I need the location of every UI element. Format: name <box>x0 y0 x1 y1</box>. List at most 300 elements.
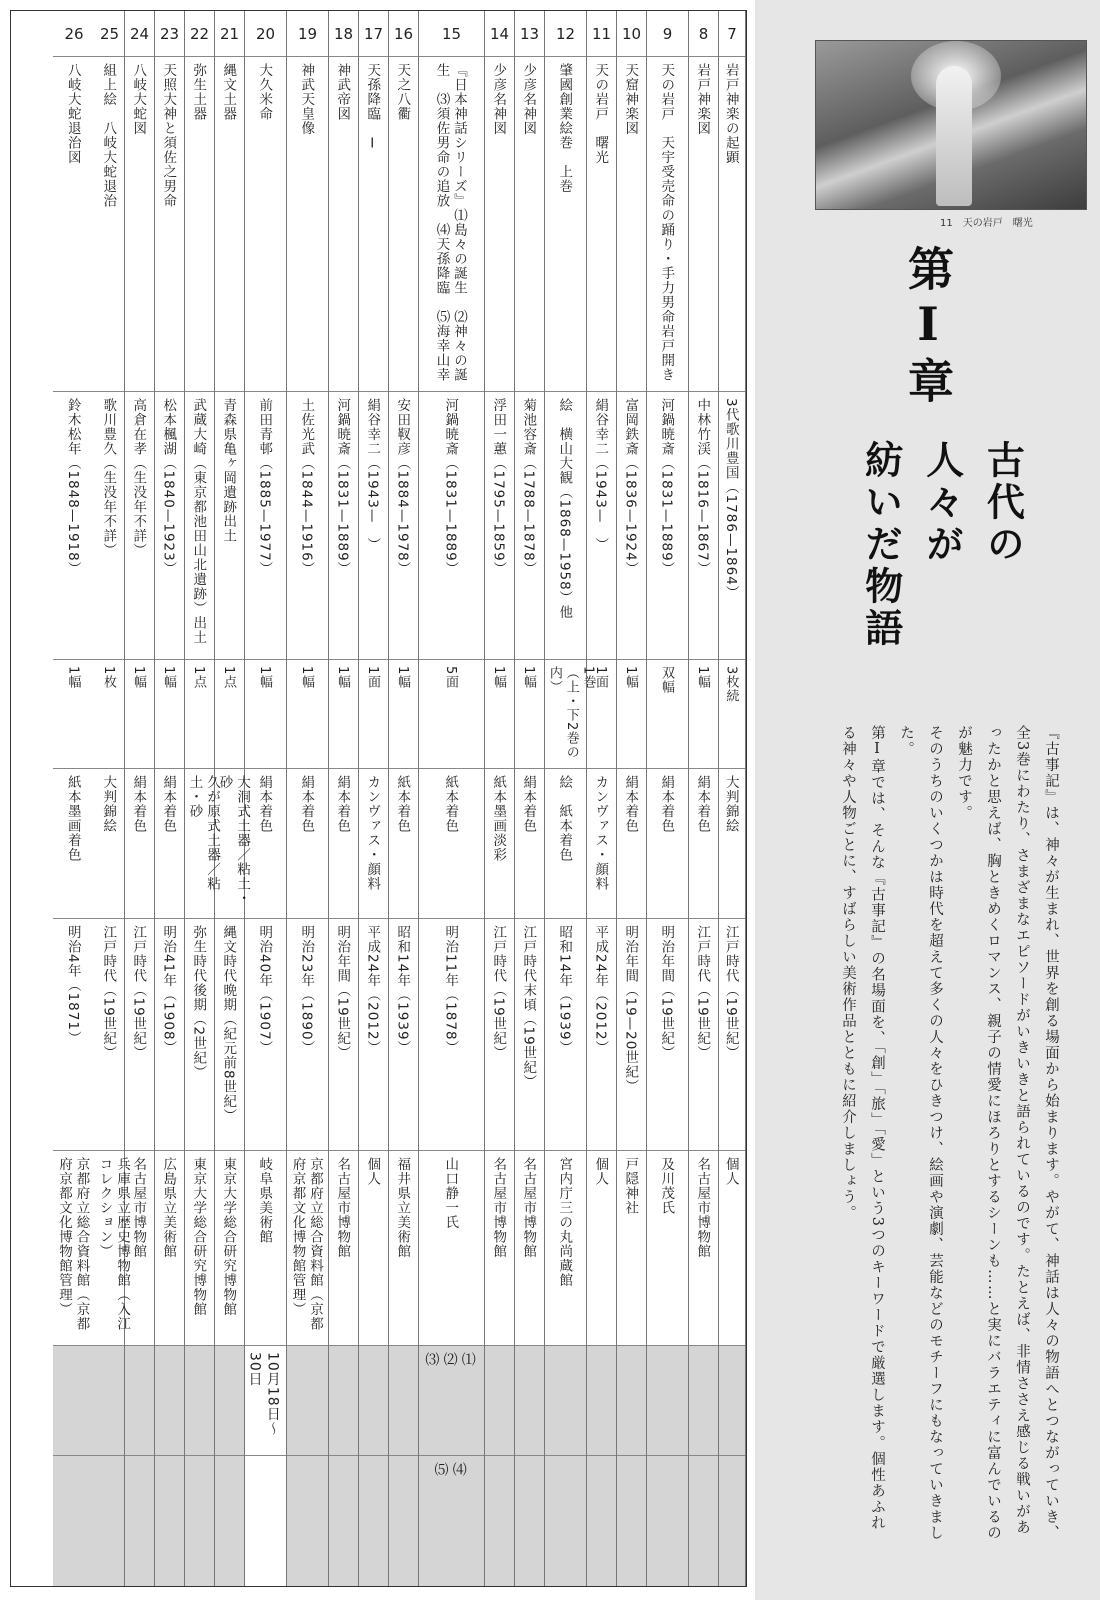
entry-title: 岩戸神楽の起顕 <box>722 63 739 165</box>
entry-p1 <box>228 1346 232 1352</box>
entry-title-cell <box>215 57 244 392</box>
entry-tech-cell <box>359 769 388 919</box>
entry-title-cell <box>329 57 358 392</box>
entry-no-cell: 23 <box>155 11 184 57</box>
entry-date-cell <box>719 919 745 1151</box>
entry-title-cell <box>125 57 154 392</box>
entry-artist-cell <box>485 392 514 660</box>
entry-tech-cell <box>287 769 328 919</box>
entry-title-cell <box>647 57 688 392</box>
entry-title: 少彦名神図 <box>490 63 507 136</box>
entry-owner-cell <box>719 1151 745 1346</box>
entry-owner-cell <box>545 1151 586 1346</box>
entry-qty: 1幅 <box>520 666 536 690</box>
entry-tech: 絹本着色 <box>520 775 537 833</box>
entry-title-cell <box>617 57 646 392</box>
entry-qty-cell <box>95 660 124 769</box>
entry-date: 江戸時代末頃（19世紀） <box>520 925 537 1090</box>
entry-title: 『日本神話シリーズ』⑴島々の誕生 ⑵神々の誕生 ⑶須佐男命の追放 ⑷天孫降臨 ⑸海幸山幸 <box>433 63 468 382</box>
entry-p1-cell <box>215 1346 244 1456</box>
entry-qty: 1幅 <box>394 666 410 690</box>
entry-artist: 河鍋暁斎（1831—1889） <box>658 398 675 577</box>
entry-qty-cell <box>689 660 718 769</box>
entry-p2-cell <box>359 1456 388 1586</box>
entry-date-cell <box>647 919 688 1151</box>
entry-artist-cell <box>545 392 586 660</box>
entry-owner: 名古屋市博物館 <box>490 1157 507 1259</box>
entry-artist: 絹谷幸二（1943— ） <box>592 398 609 553</box>
catalog-entry <box>155 11 185 1586</box>
entry-title-cell <box>689 57 718 392</box>
entry-date: 江戸時代（19世紀） <box>130 925 147 1061</box>
entry-artist-cell <box>389 392 418 660</box>
entry-title: 天の岩戸 曙光 <box>592 63 609 165</box>
entry-p2 <box>108 1456 112 1462</box>
entry-tech: 大洞式土器／粘土・砂 <box>216 775 251 906</box>
entry-p1-cell <box>125 1346 154 1456</box>
catalog-entry <box>95 11 131 1586</box>
entry-p2-cell <box>719 1456 745 1586</box>
entry-title: 八岐大蛇図 <box>130 63 147 136</box>
entry-tech: 絹本着色 <box>160 775 177 833</box>
entry-tech-cell <box>389 769 418 919</box>
entry-p2-cell <box>215 1456 244 1586</box>
entry-artist: 高倉在孝（生没年不詳） <box>130 398 147 558</box>
entry-title-cell <box>185 57 214 392</box>
entry-p1: ⑴ ⑵ ⑶ <box>423 1352 476 1367</box>
entry-p1 <box>498 1346 502 1352</box>
entry-p2-cell <box>515 1456 544 1586</box>
entry-artist-cell <box>617 392 646 660</box>
entry-no-cell: 20 <box>245 11 286 57</box>
entry-date: 明治年間（19世紀） <box>658 925 675 1061</box>
entry-no-cell: 17 <box>359 11 388 57</box>
entry-qty: 1幅 <box>298 666 314 690</box>
entry-owner: 個人 <box>364 1157 381 1186</box>
entry-p2-cell <box>545 1456 586 1586</box>
chapter-subtitle: 古代の 人々が 紡いだ物語 <box>858 440 1026 650</box>
entry-artist-cell <box>419 392 484 660</box>
entry-no-cell: 13 <box>515 11 544 57</box>
entry-owner: 名古屋市博物館 <box>334 1157 351 1259</box>
entry-qty-cell <box>647 660 688 769</box>
entry-artist-cell <box>245 392 286 660</box>
catalog-entry <box>125 11 155 1586</box>
entry-p2-cell <box>617 1456 646 1586</box>
entry-artist: 鈴木松年（1848—1918） <box>64 398 81 577</box>
entry-title-cell <box>719 57 745 392</box>
entry-artist: 松本楓湖（1840—1923） <box>160 398 177 577</box>
entry-artist: 安田靫彦（1884—1978） <box>394 398 411 577</box>
entry-p2 <box>198 1456 202 1462</box>
entry-p2 <box>402 1456 406 1462</box>
catalog-entry <box>617 11 647 1586</box>
entry-qty: 1面 <box>592 666 608 690</box>
entry-no-cell: 7 <box>719 11 745 57</box>
entry-p2 <box>666 1456 670 1462</box>
entry-artist: 武蔵大崎（東京都池田山北遺跡）出土 <box>190 398 207 645</box>
entry-date-cell <box>545 919 586 1151</box>
entry-title-cell <box>287 57 328 392</box>
entry-p2-cell <box>689 1456 718 1586</box>
entry-title: 岩戸神楽図 <box>694 63 711 136</box>
entry-date: 江戸時代（19世紀） <box>490 925 507 1061</box>
entry-qty-cell <box>287 660 328 769</box>
entry-qty: 1面 <box>364 666 380 690</box>
entry-p2-cell <box>485 1456 514 1586</box>
entry-no-cell: 24 <box>125 11 154 57</box>
entry-date: 明治40年（1907） <box>256 925 273 1056</box>
entry-no-cell: 18 <box>329 11 358 57</box>
entry-date: 弥生時代後期（2世紀） <box>190 925 207 1080</box>
entry-title-cell <box>545 57 586 392</box>
entry-date-cell <box>587 919 616 1151</box>
entry-p1-cell <box>245 1346 286 1456</box>
entry-p2-cell <box>185 1456 214 1586</box>
entry-owner-cell <box>155 1151 184 1346</box>
entry-owner: 及川茂氏 <box>658 1157 675 1215</box>
entry-owner: 名古屋市博物館 <box>520 1157 537 1259</box>
entry-no-cell: 16 <box>389 11 418 57</box>
entry-p2 <box>168 1456 172 1462</box>
entry-date: 明治41年（1908） <box>160 925 177 1056</box>
entry-owner: 東京大学総合研究博物館 <box>220 1157 237 1317</box>
entry-tech: 絹本着色 <box>256 775 273 833</box>
entry-artist-cell <box>125 392 154 660</box>
entry-qty: 1点 <box>220 666 236 690</box>
entry-no-cell: 15 <box>419 11 484 57</box>
entry-owner: 福井県立美術館 <box>394 1157 411 1259</box>
entry-p1-cell <box>95 1346 124 1456</box>
entry-date: 江戸時代（19世紀） <box>100 925 117 1061</box>
entry-p2-cell <box>389 1456 418 1586</box>
catalog-entry <box>719 11 746 1586</box>
entry-title-cell <box>359 57 388 392</box>
entry-no-cell: 8 <box>689 11 718 57</box>
entry-p2-cell <box>155 1456 184 1586</box>
entry-qty-cell <box>389 660 418 769</box>
entry-date-cell <box>329 919 358 1151</box>
entry-owner: 兵庫県立歴史博物館（入江コレクション） <box>96 1157 131 1331</box>
entry-no-cell: 25 <box>95 11 124 57</box>
catalog-entry <box>545 11 596 1586</box>
catalog-entry <box>287 11 329 1586</box>
entry-artist: 3代歌川豊国（1786—1864） <box>722 398 739 601</box>
entry-p2 <box>564 1456 568 1462</box>
entry-owner: 個人 <box>592 1157 609 1186</box>
catalog-entry <box>647 11 689 1586</box>
entry-artist: 河鍋暁斎（1831—1889） <box>442 398 459 577</box>
entry-qty-cell <box>617 660 646 769</box>
entry-qty: 1幅 <box>256 666 272 690</box>
entry-qty: 1幅 <box>65 666 81 690</box>
entry-title: 縄文土器 <box>220 63 237 121</box>
entry-date: 縄文時代晩期（紀元前8世紀） <box>220 925 237 1124</box>
entry-p1 <box>372 1346 376 1352</box>
entry-title: 天孫降臨 Ⅰ <box>364 63 381 153</box>
entry-owner-cell <box>329 1151 358 1346</box>
entry-title: 組上絵 八岐大蛇退治 <box>100 63 117 208</box>
entry-tech-cell <box>95 769 124 919</box>
entry-artist-cell <box>95 392 124 660</box>
entry-artist-cell <box>53 392 95 660</box>
entry-p1-cell <box>185 1346 214 1456</box>
entry-qty: 双幅 <box>658 666 674 694</box>
entry-tech: 絹本着色 <box>658 775 675 833</box>
entry-p1-cell <box>617 1346 646 1456</box>
entry-artist-cell <box>155 392 184 660</box>
entry-date-cell <box>359 919 388 1151</box>
entry-artist: 浮田一蕙（1795—1859） <box>490 398 507 577</box>
entry-no-cell: 19 <box>287 11 328 57</box>
entry-date: 昭和14年（1939） <box>556 925 573 1056</box>
entry-p1-cell <box>689 1346 718 1456</box>
entry-tech: 紙本墨画着色 <box>64 775 81 862</box>
entry-artist-cell <box>329 392 358 660</box>
entry-qty: 1点 <box>190 666 206 690</box>
entry-owner: 戸隠神社 <box>622 1157 639 1215</box>
entry-p1-cell <box>359 1346 388 1456</box>
entry-no-cell: 11 <box>587 11 616 57</box>
entry-title: 天照大神と須佐之男命 <box>160 63 177 208</box>
entry-owner-cell <box>359 1151 388 1346</box>
entry-title: 少彦名神図 <box>520 63 537 136</box>
entry-qty-cell <box>485 660 514 769</box>
entry-title-cell <box>389 57 418 392</box>
entry-tech: カンヴァス・顔料 <box>364 775 381 891</box>
entry-artist: 絹谷幸二（1943— ） <box>364 398 381 553</box>
entry-date-cell <box>287 919 328 1151</box>
entry-p1-cell <box>515 1346 544 1456</box>
entry-p2 <box>138 1456 142 1462</box>
entry-tech-cell <box>185 769 221 919</box>
entry-title-cell <box>515 57 544 392</box>
entry-title-cell <box>485 57 514 392</box>
entry-p2 <box>730 1456 734 1462</box>
entry-artist: 前田青邨（1885—1977） <box>256 398 273 577</box>
entry-qty: 1幅 <box>694 666 710 690</box>
entry-title-cell <box>419 57 484 392</box>
entry-p1 <box>198 1346 202 1352</box>
entry-no-cell: 14 <box>485 11 514 57</box>
entry-artist: 絵 横山大観（1868—1958）他 <box>556 398 573 620</box>
entry-p1-cell <box>155 1346 184 1456</box>
entry-qty-cell <box>545 660 596 769</box>
entry-p1 <box>702 1346 706 1352</box>
entry-owner-cell <box>515 1151 544 1346</box>
entry-p1 <box>564 1346 568 1352</box>
catalog-entry <box>515 11 545 1586</box>
entry-title-cell <box>53 57 95 392</box>
entry-date: 平成24年（2012） <box>592 925 609 1056</box>
catalog-entry <box>53 11 95 1586</box>
entry-title-cell <box>95 57 124 392</box>
entry-qty-cell <box>125 660 154 769</box>
entry-artist: 土佐光武（1844—1916） <box>298 398 315 577</box>
entry-p2 <box>264 1456 268 1462</box>
entry-qty-cell <box>245 660 286 769</box>
entry-date: 明治年間（19—20世紀） <box>622 925 639 1094</box>
entry-p2-cell <box>419 1456 484 1586</box>
entry-owner: 名古屋市博物館 <box>130 1157 147 1259</box>
entry-date-cell <box>53 919 95 1151</box>
entry-p1-cell <box>53 1346 95 1456</box>
entry-no-cell: 22 <box>185 11 214 57</box>
entry-date: 昭和14年（1939） <box>394 925 411 1056</box>
entry-title: 弥生土器 <box>190 63 207 121</box>
entry-date-cell <box>515 919 544 1151</box>
entry-owner-cell <box>617 1151 646 1346</box>
catalog-entry <box>359 11 389 1586</box>
entry-owner: 京都府立総合資料館（京都府京都文化博物館管理） <box>289 1157 324 1331</box>
entry-p2-cell <box>587 1456 616 1586</box>
entry-tech: 絵 紙本着色 <box>556 775 573 862</box>
entry-date-cell <box>419 919 484 1151</box>
entry-tech-cell <box>689 769 718 919</box>
entry-p1-cell <box>485 1346 514 1456</box>
entry-owner-cell <box>587 1151 616 1346</box>
entry-p2 <box>630 1456 634 1462</box>
entry-p1 <box>138 1346 142 1352</box>
entry-qty: 5面 <box>442 666 458 690</box>
entry-tech-cell <box>485 769 514 919</box>
entry-tech: 久が原式土器／粘土・砂 <box>186 775 221 891</box>
entry-owner: 個人 <box>722 1157 739 1186</box>
entry-p1 <box>168 1346 172 1352</box>
entry-qty-cell <box>53 660 95 769</box>
entry-p2-cell <box>125 1456 154 1586</box>
entry-tech-cell <box>587 769 616 919</box>
entry-no-cell: 26 <box>53 11 95 57</box>
entry-date: 明治年間（19世紀） <box>334 925 351 1061</box>
entry-p1 <box>72 1346 76 1352</box>
entry-qty: 1巻 （上・下2巻の内） <box>546 666 596 760</box>
entry-p2 <box>528 1456 532 1462</box>
entry-p1-cell <box>419 1346 484 1456</box>
entry-no-cell: 12 <box>545 11 586 57</box>
entry-tech-cell <box>719 769 745 919</box>
entry-date-cell <box>485 919 514 1151</box>
entry-tech: 絹本着色 <box>622 775 639 833</box>
entry-p2 <box>372 1456 376 1462</box>
entry-artist-cell <box>359 392 388 660</box>
entry-p2-cell <box>95 1456 124 1586</box>
catalog-entry <box>389 11 419 1586</box>
entry-date-cell <box>617 919 646 1151</box>
entry-date-cell <box>125 919 154 1151</box>
catalog-entry <box>485 11 515 1586</box>
entry-artist: 河鍋暁斎（1831—1889） <box>334 398 351 577</box>
entry-date-cell <box>185 919 214 1151</box>
entry-title: 天窟神楽図 <box>622 63 639 136</box>
entry-owner: 名古屋市博物館 <box>694 1157 711 1259</box>
entry-title: 大久米命 <box>256 63 273 121</box>
entry-owner: 広島県立美術館 <box>160 1157 177 1259</box>
entry-p2 <box>228 1456 232 1462</box>
entry-tech-cell <box>53 769 95 919</box>
entry-date-cell <box>389 919 418 1151</box>
catalog-entry <box>185 11 221 1586</box>
entry-owner-cell <box>53 1151 95 1346</box>
entry-p2-cell <box>647 1456 688 1586</box>
entry-owner: 山口静一氏 <box>442 1157 459 1230</box>
entry-p1 <box>600 1346 604 1352</box>
entry-date: 明治11年（1878） <box>442 925 459 1056</box>
entry-tech-cell <box>617 769 646 919</box>
entry-owner: 宮内庁三の丸尚蔵館 <box>556 1157 573 1288</box>
entry-tech: カンヴァス・顔料 <box>592 775 609 891</box>
entry-date-cell <box>245 919 286 1151</box>
entry-p2-cell <box>245 1456 286 1586</box>
entry-qty-cell <box>185 660 214 769</box>
entry-p1-cell <box>389 1346 418 1456</box>
entry-tech: 紙本着色 <box>442 775 459 833</box>
entry-owner-cell <box>287 1151 328 1346</box>
entry-p2 <box>306 1456 310 1462</box>
entry-qty: 1幅 <box>130 666 146 690</box>
entry-p2 <box>600 1456 604 1462</box>
entry-date: 江戸時代（19世紀） <box>694 925 711 1061</box>
chapter-heading: 第Ⅰ章 <box>901 245 955 409</box>
catalog-entry <box>419 11 485 1586</box>
entry-owner-cell <box>215 1151 244 1346</box>
entry-qty-cell <box>215 660 244 769</box>
entry-qty-cell <box>719 660 745 769</box>
entry-owner-cell <box>95 1151 131 1346</box>
entry-artist: 富岡鉄斎（1836—1924） <box>622 398 639 577</box>
entry-qty-cell <box>515 660 544 769</box>
artwork-photo <box>815 40 1087 210</box>
entry-title: 天之八衢 <box>394 63 411 121</box>
entry-tech-cell <box>545 769 586 919</box>
entry-tech: 紙本着色 <box>394 775 411 833</box>
entry-p1 <box>730 1346 734 1352</box>
entry-p1-cell <box>545 1346 586 1456</box>
entry-tech: 絹本着色 <box>298 775 315 833</box>
entry-owner-cell <box>647 1151 688 1346</box>
entry-p1 <box>666 1346 670 1352</box>
entry-title-cell <box>587 57 616 392</box>
entry-p1-cell <box>587 1346 616 1456</box>
entry-artist-cell <box>647 392 688 660</box>
entry-owner: 岐阜県美術館 <box>256 1157 273 1244</box>
entry-p1 <box>630 1346 634 1352</box>
entry-title-cell <box>155 57 184 392</box>
entry-tech-cell <box>647 769 688 919</box>
entry-owner-cell <box>485 1151 514 1346</box>
entry-p1-cell <box>719 1346 745 1456</box>
entry-date-cell <box>95 919 124 1151</box>
entry-artist-cell <box>215 392 244 660</box>
entry-owner-cell <box>185 1151 214 1346</box>
catalog-entry <box>329 11 359 1586</box>
entry-artist-cell <box>689 392 718 660</box>
entry-qty-cell <box>359 660 388 769</box>
entry-date: 江戸時代（19世紀） <box>722 925 739 1061</box>
entry-tech: 絹本着色 <box>694 775 711 833</box>
entry-date: 明治4年（1871） <box>64 925 81 1046</box>
entry-artist: 歌川豊久（生没年不詳） <box>100 398 117 558</box>
deity-figure <box>936 66 972 206</box>
entry-artist: 菊池容斎（1788—1878） <box>520 398 537 577</box>
entry-p2-cell <box>287 1456 328 1586</box>
entry-no-cell: 9 <box>647 11 688 57</box>
photo-caption: 11 天の岩戸 曙光 <box>940 218 1033 229</box>
entry-artist-cell <box>587 392 616 660</box>
entry-owner-cell <box>389 1151 418 1346</box>
entry-p1 <box>108 1346 112 1352</box>
entry-no-cell: 21 <box>215 11 244 57</box>
